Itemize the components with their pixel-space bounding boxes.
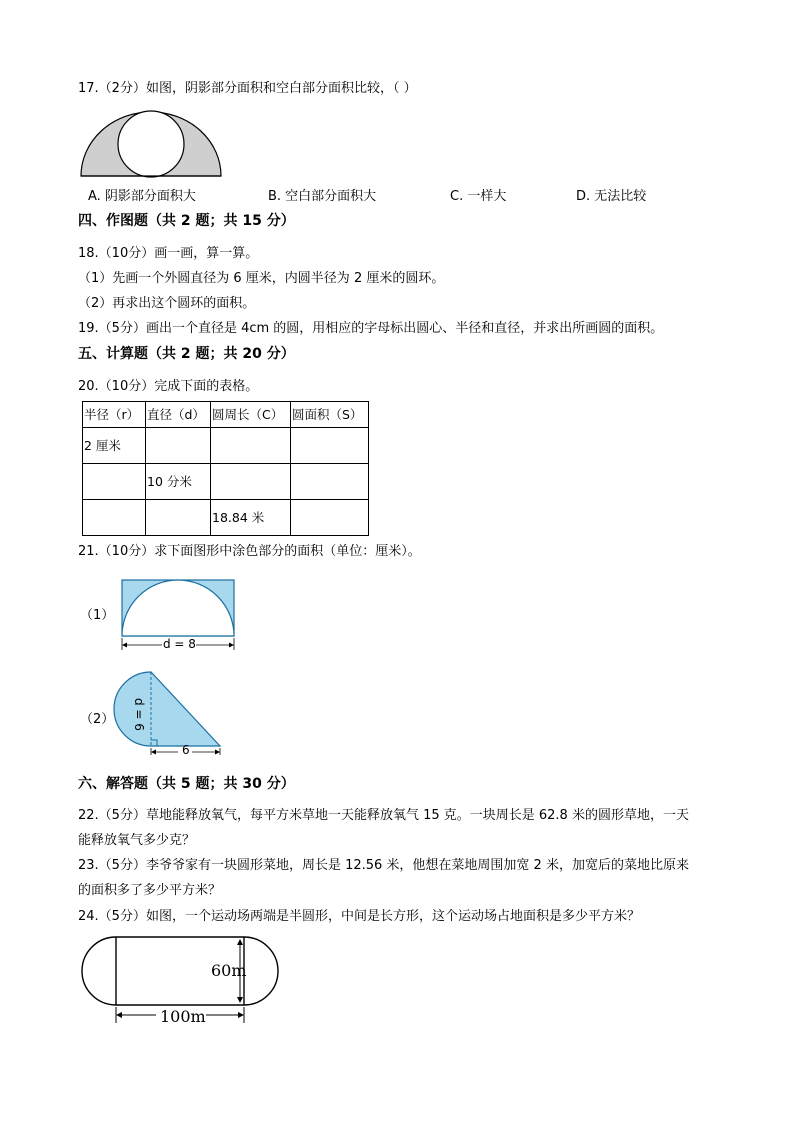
table-cell[interactable] (291, 464, 369, 500)
q20-table (82, 401, 369, 536)
q19-stem: 19.（5分）画出一个直径是 4cm 的圆，用相应的字母标出圆心、半径和直径，并求出所画圆的面积。 (78, 321, 664, 336)
q18-sub2: （2）再求出这个圆环的面积。 (78, 296, 256, 311)
table-cell[interactable] (291, 500, 369, 536)
table-cell[interactable] (83, 464, 146, 500)
q24-dim-w: 100m (160, 1007, 206, 1026)
table-header-row (83, 402, 369, 428)
q20-stem: 20.（10分）完成下面的表格。 (78, 379, 259, 394)
q21-fig1-dim: d = 8 (163, 637, 196, 651)
q21-fig2-label: （2） (80, 712, 115, 727)
q21-fig2-dim-b: 6 (182, 743, 190, 757)
q22-line1: 22.（5分）草地能释放氧气，每平方米草地一天能释放氧气 15 克。一块周长是 62.8 米的圆形草地，一天 (78, 808, 689, 823)
table-row (83, 428, 369, 464)
table-cell[interactable] (291, 428, 369, 464)
table-header: 圆面积（S） (291, 402, 369, 428)
table-cell[interactable] (83, 500, 146, 536)
table-header: 直径（d） (146, 402, 211, 428)
table-row (83, 500, 369, 536)
table-cell[interactable] (146, 500, 211, 536)
q24-dim-h: 60m (211, 961, 247, 980)
q17-stem: 17.（2分）如图，阴影部分面积和空白部分面积比较，（ ） (78, 81, 417, 96)
q21-fig2-dim-d: d = 6 (132, 698, 146, 731)
q24-stem: 24.（5分）如图，一个运动场两端是半圆形，中间是长方形，这个运动场占地面积是多少平方米？ (78, 909, 640, 924)
table-row (83, 464, 369, 500)
q18-stem: 18.（10分）画一画，算一算。 (78, 246, 259, 261)
table-header: 圆周长（C） (211, 402, 291, 428)
q17-option-d[interactable]: D. 无法比较 (576, 189, 647, 204)
q21-figure-2 (110, 668, 228, 758)
table-header: 半径（r） (83, 402, 146, 428)
q21-stem: 21.（10分）求下面图形中涂色部分的面积（单位：厘米）。 (78, 544, 421, 559)
q22-line2: 能释放氧气多少克？ (78, 833, 196, 848)
q18-sub1: （1）先画一个外圆直径为 6 厘米，内圆半径为 2 厘米的圆环。 (78, 271, 445, 286)
q17-figure (80, 106, 222, 178)
section-heading-5: 五、计算题（共 2 题；共 20 分） (78, 346, 295, 362)
table-cell[interactable] (211, 428, 291, 464)
q17-option-a[interactable]: A. 阴影部分面积大 (88, 189, 196, 204)
table-cell: 10 分米 (146, 464, 211, 500)
table-cell: 18.84 米 (211, 500, 291, 536)
table-cell[interactable] (211, 464, 291, 500)
q21-fig1-label: （1） (80, 608, 115, 623)
section-heading-4: 四、作图题（共 2 题；共 15 分） (78, 213, 295, 229)
q17-option-c[interactable]: C. 一样大 (450, 189, 507, 204)
q17-option-b[interactable]: B. 空白部分面积大 (268, 189, 377, 204)
q23-line2: 的面积多了多少平方米？ (78, 883, 222, 898)
q23-line1: 23.（5分）李爷爷家有一块圆形菜地，周长是 12.56 米，他想在菜地周围加宽 2 米，加宽后的菜地比原来 (78, 858, 689, 873)
section-heading-6: 六、解答题（共 5 题；共 30 分） (78, 776, 295, 792)
table-cell: 2 厘米 (83, 428, 146, 464)
table-cell[interactable] (146, 428, 211, 464)
